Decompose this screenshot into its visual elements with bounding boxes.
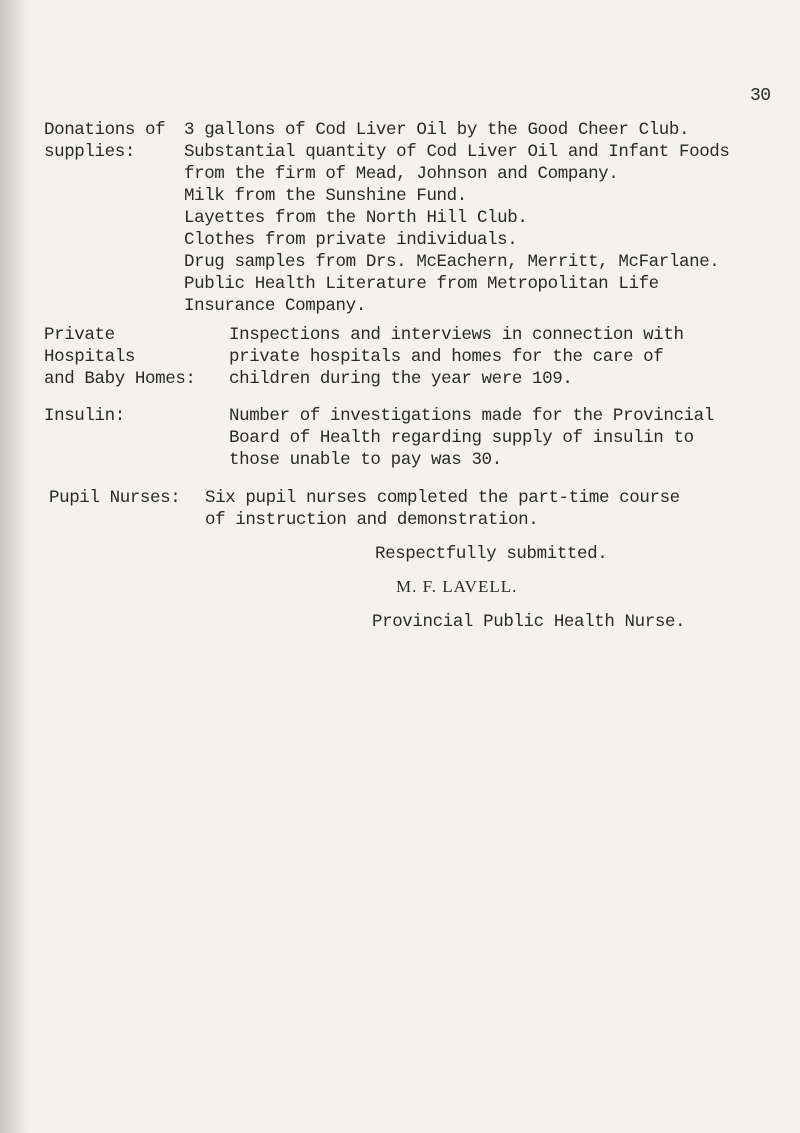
donations-label-line-2: supplies: bbox=[44, 142, 135, 162]
donations-line: Drug samples from Drs. McEachern, Merritt, McFarlane. bbox=[184, 252, 720, 272]
signatory-title: Provincial Public Health Nurse. bbox=[372, 612, 686, 632]
insulin-line: Number of investigations made for the Provincial bbox=[229, 406, 714, 426]
insulin-label: Insulin: bbox=[44, 406, 125, 426]
donations-line: Insurance Company. bbox=[184, 296, 366, 316]
pupil-nurses-label: Pupil Nurses: bbox=[49, 488, 181, 508]
donations-line: Public Health Literature from Metropolitan Life bbox=[184, 274, 659, 294]
donations-line: Substantial quantity of Cod Liver Oil and Infant Foods bbox=[184, 142, 730, 162]
donations-line: Layettes from the North Hill Club. bbox=[184, 208, 528, 228]
pupil-nurses-line: Six pupil nurses completed the part-time course bbox=[205, 488, 680, 508]
insulin-line: Board of Health regarding supply of insulin to bbox=[229, 428, 694, 448]
private-hospitals-label: Hospitals bbox=[44, 347, 135, 367]
donations-line: Milk from the Sunshine Fund. bbox=[184, 186, 467, 206]
insulin-line: those unable to pay was 30. bbox=[229, 450, 502, 470]
page-edge-shadow bbox=[0, 0, 30, 1133]
private-hospitals-label: Private bbox=[44, 325, 115, 345]
donations-line: Clothes from private individuals. bbox=[184, 230, 518, 250]
donations-line: 3 gallons of Cod Liver Oil by the Good Cheer Club. bbox=[184, 120, 690, 140]
private-hospitals-label: and Baby Homes: bbox=[44, 369, 196, 389]
private-hospitals-line: Inspections and interviews in connection with bbox=[229, 325, 684, 345]
page-number: 30 bbox=[750, 86, 771, 106]
donations-line: from the firm of Mead, Johnson and Company. bbox=[184, 164, 619, 184]
donations-label-line-1: Donations of bbox=[44, 120, 166, 140]
pupil-nurses-line: of instruction and demonstration. bbox=[205, 510, 539, 530]
closing-text: Respectfully submitted. bbox=[375, 544, 608, 564]
private-hospitals-line: private hospitals and homes for the care of bbox=[229, 347, 664, 367]
private-hospitals-line: children during the year were 109. bbox=[229, 369, 573, 389]
signatory-name: M. F. LAVELL. bbox=[396, 577, 518, 596]
